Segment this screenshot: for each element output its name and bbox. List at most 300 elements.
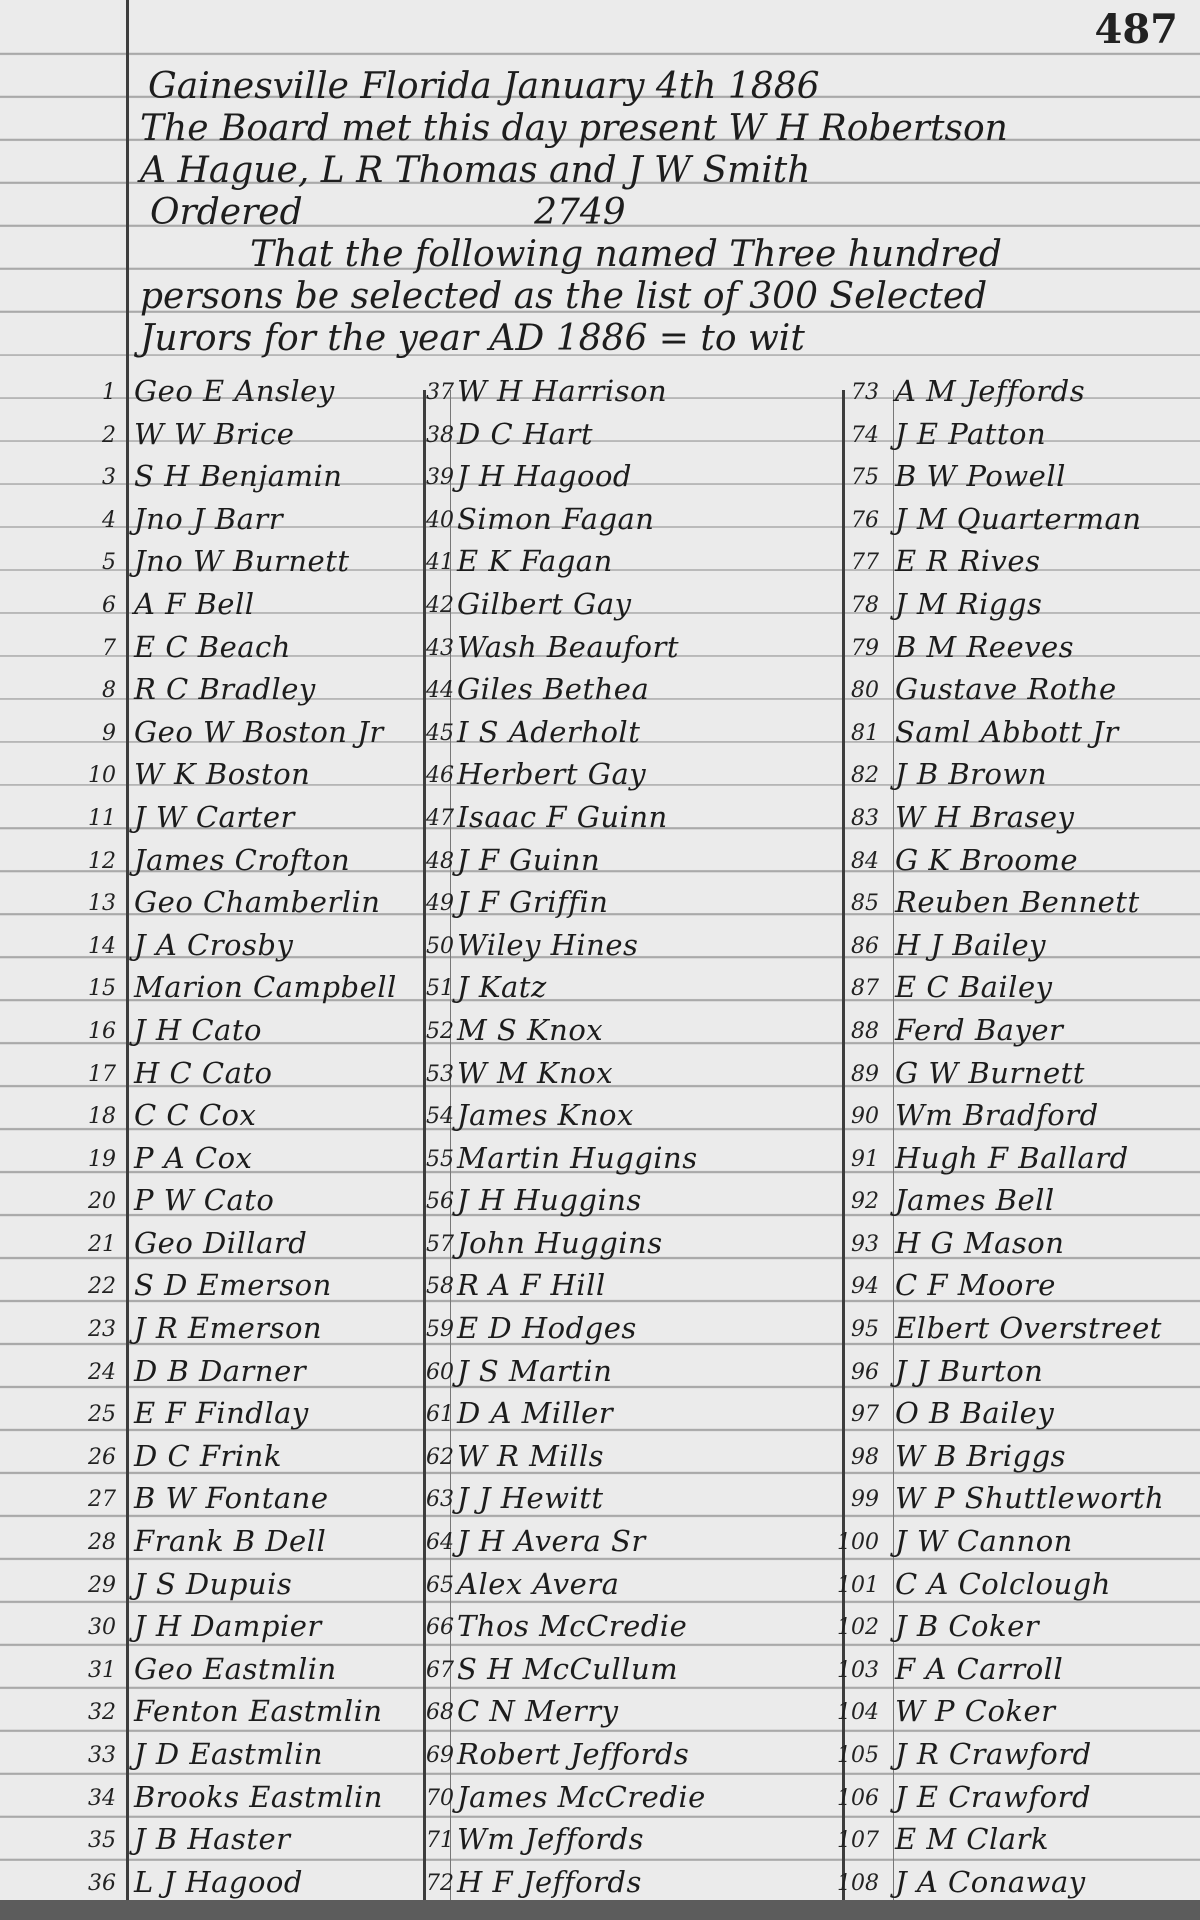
juror-row — [835, 1863, 1200, 1906]
juror-row — [835, 1479, 1200, 1522]
juror-number: 2 — [102, 422, 116, 448]
juror-number: 100 — [837, 1530, 879, 1556]
juror-number: 43 — [426, 635, 454, 661]
juror-row — [835, 1181, 1200, 1224]
juror-number: 88 — [851, 1018, 879, 1044]
juror-number: 56 — [426, 1189, 454, 1215]
juror-row — [835, 457, 1200, 500]
juror-number: 20 — [88, 1189, 116, 1215]
juror-name: S D Emerson — [134, 1268, 332, 1303]
juror-number: 5 — [102, 550, 116, 576]
juror-number: 65 — [426, 1572, 454, 1598]
juror-row — [0, 1054, 420, 1097]
juror-name: Alex Avera — [457, 1566, 620, 1601]
juror-number: 72 — [426, 1870, 454, 1896]
juror-number: 78 — [851, 592, 879, 618]
juror-number: 108 — [837, 1870, 879, 1896]
juror-name: Ferd Bayer — [895, 1012, 1064, 1047]
page-number: 487 — [1094, 6, 1178, 53]
juror-number: 39 — [426, 465, 454, 491]
juror-name: D B Darner — [134, 1353, 307, 1388]
juror-number: 83 — [851, 805, 879, 831]
juror-row — [835, 628, 1200, 671]
juror-number: 32 — [88, 1700, 116, 1726]
juror-name: James McCredie — [457, 1779, 706, 1814]
juror-row — [835, 1607, 1200, 1650]
juror-row — [835, 1650, 1200, 1693]
juror-row — [835, 755, 1200, 798]
juror-name: I S Aderholt — [457, 714, 641, 749]
juror-number: 77 — [851, 550, 879, 576]
juror-number: 14 — [88, 933, 116, 959]
juror-row — [835, 798, 1200, 841]
juror-number: 62 — [426, 1444, 454, 1470]
juror-row — [0, 1735, 420, 1778]
juror-name: W R Mills — [457, 1438, 604, 1473]
juror-name: Geo W Boston Jr — [134, 714, 384, 749]
juror-name: J A Crosby — [134, 927, 294, 962]
juror-name: B W Fontane — [134, 1481, 329, 1516]
juror-number: 8 — [102, 678, 116, 704]
juror-row — [0, 1394, 420, 1437]
order-number: 2749 — [534, 192, 626, 233]
juror-number: 57 — [426, 1231, 454, 1257]
juror-row — [0, 1522, 420, 1565]
juror-row — [835, 542, 1200, 585]
juror-row — [410, 841, 840, 884]
juror-name: W K Boston — [134, 757, 311, 792]
juror-name: L J Hagood — [134, 1864, 303, 1899]
juror-name: E D Hodges — [457, 1311, 637, 1346]
juror-name: J B Brown — [895, 757, 1048, 792]
juror-name: Herbert Gay — [457, 757, 647, 792]
juror-row — [0, 628, 420, 671]
juror-number: 58 — [426, 1274, 454, 1300]
juror-name: Reuben Bennett — [895, 885, 1140, 920]
juror-name: John Huggins — [457, 1225, 663, 1260]
juror-row — [0, 1479, 420, 1522]
juror-row — [835, 1054, 1200, 1097]
juror-name: J B Coker — [895, 1609, 1040, 1644]
juror-number: 86 — [851, 933, 879, 959]
juror-name: S H Benjamin — [134, 459, 343, 494]
juror-name: Wash Beaufort — [457, 629, 680, 664]
juror-name: W H Brasey — [895, 799, 1075, 834]
juror-row — [835, 1820, 1200, 1863]
juror-row — [0, 457, 420, 500]
juror-number: 76 — [851, 507, 879, 533]
juror-name: H G Mason — [895, 1225, 1065, 1260]
header-resolution-line-1: That the following named Three hundred — [250, 234, 1002, 275]
juror-number: 87 — [851, 976, 879, 1002]
juror-name: J H Avera Sr — [457, 1524, 646, 1559]
juror-name: D C Hart — [457, 416, 593, 451]
juror-column-3 — [835, 372, 1200, 1905]
juror-number: 95 — [851, 1317, 879, 1343]
juror-row — [410, 1011, 840, 1054]
juror-row — [835, 1352, 1200, 1395]
juror-name: James Knox — [457, 1098, 634, 1133]
juror-number: 93 — [851, 1231, 879, 1257]
juror-number: 91 — [851, 1146, 879, 1172]
header-ordered-line — [140, 192, 1180, 234]
juror-row — [410, 713, 840, 756]
juror-number: 84 — [851, 848, 879, 874]
juror-number: 99 — [851, 1487, 879, 1513]
juror-name: J J Burton — [895, 1353, 1044, 1388]
juror-name: J W Carter — [134, 799, 295, 834]
juror-row — [835, 1394, 1200, 1437]
juror-number: 46 — [426, 763, 454, 789]
juror-number: 55 — [426, 1146, 454, 1172]
juror-number: 66 — [426, 1615, 454, 1641]
juror-name: Elbert Overstreet — [895, 1311, 1162, 1346]
juror-name: C C Cox — [134, 1098, 257, 1133]
juror-number: 102 — [837, 1615, 879, 1641]
juror-row — [410, 926, 840, 969]
juror-row — [0, 1778, 420, 1821]
header-date-line: Gainesville Florida January 4th 1886 — [148, 66, 820, 107]
juror-row — [0, 1607, 420, 1650]
juror-name: J Katz — [457, 970, 547, 1005]
juror-number: 97 — [851, 1402, 879, 1428]
juror-name: Wm Jeffords — [457, 1822, 645, 1857]
juror-row — [0, 542, 420, 585]
juror-name: G K Broome — [895, 842, 1079, 877]
juror-row — [0, 372, 420, 415]
juror-number: 68 — [426, 1700, 454, 1726]
juror-number: 106 — [837, 1785, 879, 1811]
juror-row — [835, 1011, 1200, 1054]
juror-number: 89 — [851, 1061, 879, 1087]
juror-number: 26 — [88, 1444, 116, 1470]
juror-number: 74 — [851, 422, 879, 448]
juror-number: 45 — [426, 720, 454, 746]
juror-name: J H Dampier — [134, 1609, 322, 1644]
juror-name: J R Emerson — [134, 1311, 323, 1346]
juror-row — [410, 628, 840, 671]
juror-name: A F Bell — [134, 586, 255, 621]
juror-row — [410, 670, 840, 713]
juror-name: Gilbert Gay — [457, 586, 632, 621]
juror-name: Thos McCredie — [457, 1609, 688, 1644]
juror-row — [0, 1224, 420, 1267]
juror-name: J S Dupuis — [134, 1566, 293, 1601]
juror-row — [835, 585, 1200, 628]
juror-number: 27 — [88, 1487, 116, 1513]
juror-row — [410, 1394, 840, 1437]
juror-name: C A Colclough — [895, 1566, 1111, 1601]
juror-row — [835, 883, 1200, 926]
juror-row — [835, 1522, 1200, 1565]
juror-name: W M Knox — [457, 1055, 614, 1090]
juror-name: J H Hagood — [457, 459, 632, 494]
juror-name: R A F Hill — [457, 1268, 606, 1303]
juror-number: 92 — [851, 1189, 879, 1215]
juror-name: B W Powell — [895, 459, 1066, 494]
juror-name: Brooks Eastmlin — [134, 1779, 383, 1814]
minutes-header — [140, 66, 1180, 360]
juror-row — [410, 755, 840, 798]
juror-row — [835, 500, 1200, 543]
juror-number: 40 — [426, 507, 454, 533]
juror-name: J H Huggins — [457, 1183, 642, 1218]
juror-number: 11 — [88, 805, 116, 831]
juror-row — [0, 1650, 420, 1693]
ordered-word: Ordered — [150, 192, 303, 233]
juror-number: 64 — [426, 1530, 454, 1556]
juror-name: H J Bailey — [895, 927, 1047, 962]
juror-name: P W Cato — [134, 1183, 275, 1218]
juror-name: J S Martin — [457, 1353, 613, 1388]
juror-number: 3 — [102, 465, 116, 491]
juror-name: B M Reeves — [895, 629, 1075, 664]
juror-row — [835, 670, 1200, 713]
juror-number: 90 — [851, 1104, 879, 1130]
juror-number: 9 — [102, 720, 116, 746]
juror-number: 28 — [88, 1530, 116, 1556]
juror-number: 101 — [837, 1572, 879, 1598]
juror-row — [410, 415, 840, 458]
juror-row — [410, 883, 840, 926]
juror-name: O B Bailey — [895, 1396, 1055, 1431]
juror-number: 69 — [426, 1743, 454, 1768]
juror-name: Jno J Barr — [134, 501, 284, 536]
juror-name: G W Burnett — [895, 1055, 1085, 1090]
juror-number: 75 — [851, 465, 879, 491]
juror-number: 96 — [851, 1359, 879, 1385]
juror-name: H C Cato — [134, 1055, 273, 1090]
juror-row — [0, 585, 420, 628]
juror-number: 47 — [426, 805, 454, 831]
juror-name: Geo Dillard — [134, 1225, 308, 1260]
juror-name: Wm Bradford — [895, 1098, 1099, 1133]
juror-number: 71 — [426, 1828, 454, 1854]
juror-name: W B Briggs — [895, 1438, 1067, 1473]
juror-number: 38 — [426, 422, 454, 448]
juror-name: W W Brice — [134, 416, 295, 451]
juror-row — [0, 1181, 420, 1224]
juror-number: 82 — [851, 763, 879, 789]
juror-name: Robert Jeffords — [457, 1737, 690, 1771]
juror-name: James Crofton — [134, 842, 351, 877]
juror-row — [410, 1735, 840, 1778]
juror-name: E K Fagan — [457, 544, 613, 579]
juror-number: 41 — [426, 550, 454, 576]
juror-row — [410, 798, 840, 841]
juror-number: 104 — [837, 1700, 879, 1726]
juror-number: 24 — [88, 1359, 116, 1385]
juror-name: M S Knox — [457, 1012, 604, 1047]
juror-number: 49 — [426, 891, 454, 917]
juror-number: 79 — [851, 635, 879, 661]
juror-number: 85 — [851, 891, 879, 917]
header-board-line: The Board met this day present W H Robertson — [140, 108, 1008, 149]
juror-row — [410, 1522, 840, 1565]
juror-number: 10 — [88, 763, 116, 789]
juror-row — [0, 798, 420, 841]
juror-name: Simon Fagan — [457, 501, 655, 536]
juror-row — [410, 1139, 840, 1182]
juror-row — [410, 1309, 840, 1352]
juror-name: Isaac F Guinn — [457, 799, 668, 834]
header-resolution-line-2: persons be selected as the list of 300 Selected — [140, 276, 988, 317]
juror-name: H F Jeffords — [457, 1864, 642, 1899]
juror-row — [0, 1820, 420, 1863]
juror-row — [0, 1096, 420, 1139]
juror-number: 25 — [88, 1402, 116, 1428]
juror-row — [410, 968, 840, 1011]
juror-row — [0, 713, 420, 756]
juror-row — [0, 1352, 420, 1395]
juror-number: 105 — [837, 1743, 879, 1768]
juror-number: 59 — [426, 1317, 454, 1343]
juror-name: Hugh F Ballard — [895, 1140, 1129, 1175]
juror-row — [835, 1139, 1200, 1182]
juror-row — [410, 1479, 840, 1522]
juror-name: E R Rives — [895, 544, 1041, 579]
juror-number: 36 — [88, 1870, 116, 1896]
juror-number: 52 — [426, 1018, 454, 1044]
juror-name: J B Haster — [134, 1822, 291, 1857]
juror-number: 35 — [88, 1828, 116, 1854]
juror-number: 53 — [426, 1061, 454, 1087]
juror-name: D C Frink — [134, 1438, 282, 1473]
juror-row — [410, 1224, 840, 1267]
juror-name: F A Carroll — [895, 1651, 1064, 1686]
juror-row — [410, 542, 840, 585]
juror-name: Giles Bethea — [457, 672, 650, 707]
juror-number: 29 — [88, 1572, 116, 1598]
juror-number: 15 — [88, 976, 116, 1002]
juror-number: 7 — [102, 635, 116, 661]
juror-row — [410, 1778, 840, 1821]
juror-row — [410, 1266, 840, 1309]
juror-number: 63 — [426, 1487, 454, 1513]
juror-number: 4 — [102, 507, 116, 533]
juror-name: J M Riggs — [895, 586, 1043, 621]
juror-name: Jno W Burnett — [134, 544, 350, 579]
juror-number: 44 — [426, 678, 454, 704]
juror-row — [0, 1011, 420, 1054]
juror-name: W P Shuttleworth — [895, 1481, 1165, 1516]
juror-name: J E Patton — [895, 416, 1047, 451]
juror-name: J A Conaway — [895, 1864, 1086, 1899]
juror-row — [835, 841, 1200, 884]
juror-row — [410, 457, 840, 500]
juror-number: 33 — [88, 1743, 116, 1768]
juror-row — [410, 1352, 840, 1395]
juror-row — [410, 1650, 840, 1693]
juror-name: J F Griffin — [457, 885, 609, 920]
juror-name: Gustave Rothe — [895, 672, 1117, 707]
juror-name: J H Cato — [134, 1012, 262, 1047]
juror-row — [410, 1565, 840, 1608]
juror-row — [0, 755, 420, 798]
juror-name: E F Findlay — [134, 1396, 309, 1431]
juror-name: Martin Huggins — [457, 1140, 698, 1175]
juror-name: P A Cox — [134, 1140, 253, 1175]
juror-number: 6 — [102, 592, 116, 618]
juror-row — [0, 926, 420, 969]
juror-number: 1 — [102, 380, 116, 405]
juror-row — [410, 1692, 840, 1735]
juror-name: C N Merry — [457, 1694, 619, 1729]
juror-number: 23 — [88, 1317, 116, 1343]
juror-row — [835, 713, 1200, 756]
juror-number: 31 — [88, 1657, 116, 1683]
juror-row — [0, 1437, 420, 1480]
juror-row — [0, 1565, 420, 1608]
juror-name: Geo Chamberlin — [134, 885, 381, 920]
juror-name: D A Miller — [457, 1396, 614, 1431]
juror-number: 70 — [426, 1785, 454, 1811]
juror-row — [0, 968, 420, 1011]
juror-name: E C Beach — [134, 629, 291, 664]
header-members-line: A Hague, L R Thomas and J W Smith — [140, 150, 811, 191]
juror-number: 21 — [88, 1231, 116, 1257]
juror-row — [0, 841, 420, 884]
juror-name: Geo E Ansley — [134, 374, 335, 408]
juror-name: E M Clark — [895, 1822, 1049, 1857]
juror-row — [410, 500, 840, 543]
juror-name: Wiley Hines — [457, 927, 639, 962]
juror-number: 18 — [88, 1104, 116, 1130]
juror-number: 50 — [426, 933, 454, 959]
juror-number: 48 — [426, 848, 454, 874]
juror-name: J F Guinn — [457, 842, 601, 877]
juror-number: 54 — [426, 1104, 454, 1130]
juror-number: 98 — [851, 1444, 879, 1470]
juror-name: W H Harrison — [457, 374, 668, 408]
juror-row — [835, 1778, 1200, 1821]
juror-row — [0, 1863, 420, 1906]
juror-name: Geo Eastmlin — [134, 1651, 337, 1686]
juror-name: Marion Campbell — [134, 970, 397, 1005]
juror-number: 37 — [426, 380, 454, 405]
juror-row — [410, 1054, 840, 1097]
juror-number: 30 — [88, 1615, 116, 1641]
juror-name: Fenton Eastmlin — [134, 1694, 383, 1729]
juror-row — [410, 1607, 840, 1650]
juror-name: C F Moore — [895, 1268, 1056, 1303]
juror-column-2 — [410, 372, 840, 1905]
juror-row — [410, 1820, 840, 1863]
juror-number: 67 — [426, 1657, 454, 1683]
juror-number: 103 — [837, 1657, 879, 1683]
juror-column-1 — [0, 372, 420, 1905]
juror-row — [835, 1735, 1200, 1778]
juror-number: 12 — [88, 848, 116, 874]
juror-name: J J Hewitt — [457, 1481, 604, 1516]
juror-number: 107 — [837, 1828, 879, 1854]
juror-number: 80 — [851, 678, 879, 704]
juror-row — [0, 1266, 420, 1309]
juror-row — [835, 1692, 1200, 1735]
juror-row — [835, 968, 1200, 1011]
juror-number: 34 — [88, 1785, 116, 1811]
juror-name: J D Eastmlin — [134, 1737, 324, 1771]
juror-number: 60 — [426, 1359, 454, 1385]
juror-row — [835, 1565, 1200, 1608]
juror-row — [0, 1309, 420, 1352]
juror-number: 94 — [851, 1274, 879, 1300]
juror-row — [835, 372, 1200, 415]
juror-number: 73 — [851, 380, 879, 405]
juror-name: J M Quarterman — [895, 501, 1142, 536]
juror-number: 81 — [851, 720, 879, 746]
juror-row — [410, 372, 840, 415]
